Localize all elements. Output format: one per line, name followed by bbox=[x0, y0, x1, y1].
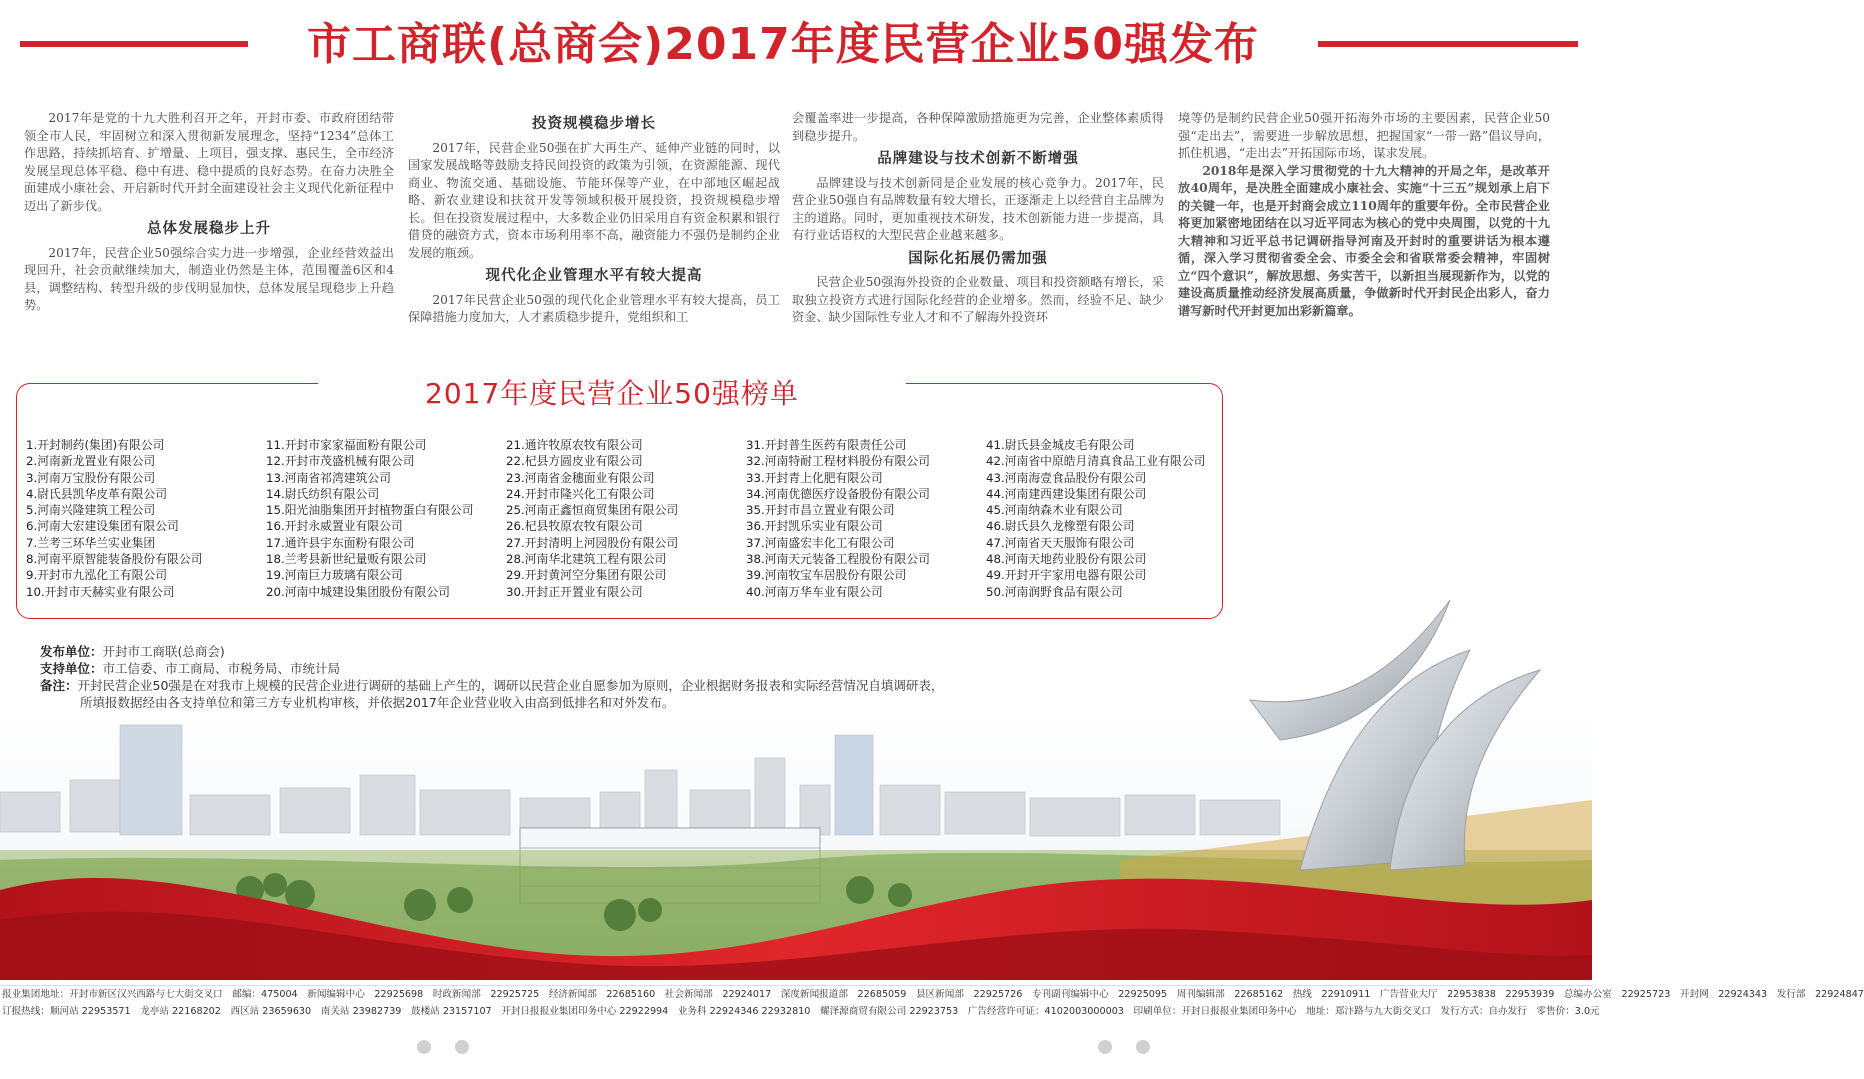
ranking-item: 10.开封市天赫实业有限公司 bbox=[26, 584, 175, 599]
ranking-item: 8.河南平原智能装备股份有限公司 bbox=[26, 552, 203, 567]
header-rule-right bbox=[1318, 41, 1578, 47]
publisher-label: 发布单位： bbox=[40, 644, 103, 659]
ranking-item: 47.河南省天天服饰有限公司 bbox=[986, 535, 1135, 550]
ranking-item: 28.河南华北建筑工程有限公司 bbox=[506, 552, 667, 567]
section-heading-investment: 投资规模稳步增长 bbox=[532, 116, 656, 132]
management-continued: 会覆盖率进一步提高，各种保障激励措施更为完善，企业整体素质得到稳步提升。 bbox=[792, 111, 1164, 143]
article-column-3 bbox=[792, 110, 1164, 327]
ranking-item: 27.开封清明上河园股份有限公司 bbox=[506, 535, 679, 550]
header-rule-left bbox=[20, 41, 248, 47]
management-paragraph: 2017年民营企业50强的现代化企业管理水平有较大提高，员工保障措施力度加大，人才素质稳步提升，党组织和工 bbox=[408, 292, 780, 324]
pager-dot bbox=[455, 1040, 469, 1054]
development-paragraph: 2017年，民营企业50强综合实力进一步增强，企业经营效益出现回升，社会贡献继续加大，制造业仍然是主体，范围覆盖6区和4县，调整结构、转型升级的步伐明显加快，总体发展呈现稳步上升趋势。 bbox=[24, 245, 394, 312]
footer-address-line: 报业集团地址：开封市新区汉兴西路与七大街交叉口 邮编：475004 新闻编辑中心 22925698 时政新闻部 22925725 经济新闻部 22685160 社会新闻部 22924017 深度新闻报道部 22685059 县区新闻部 22925726 专刊副刊编辑中心 22925095 周刊编辑部 22685162 热线 22910911 广告营业大厅 22953838 22953939 总编办公室 22925723 开封网 22924343 发行部 22924847 bbox=[2, 989, 1864, 1000]
ranking-item: 49.开封开宇家用电器有限公司 bbox=[986, 568, 1147, 583]
ranking-item: 32.河南特耐工程材料股份有限公司 bbox=[746, 454, 930, 469]
remark-line-2: 所填报数据经由各支持单位和第三方专业机构审核，并依据2017年企业营业收入由高到低排名和对外发布。 bbox=[80, 695, 675, 710]
ranking-item: 6.河南大宏建设集团有限公司 bbox=[26, 519, 179, 534]
ranking-item: 34.河南优德医疗设备股份有限公司 bbox=[746, 486, 930, 501]
page-title: 市工商联(总商会)2017年度民营企业50强发布 bbox=[307, 19, 1259, 70]
city-skyline-illustration bbox=[0, 560, 1592, 980]
ranking-item: 20.河南中城建设集团股份有限公司 bbox=[266, 584, 450, 599]
pager-dot bbox=[1098, 1040, 1112, 1054]
ranking-item: 44.河南建西建设集团有限公司 bbox=[986, 486, 1147, 501]
ranking-item: 50.河南润野食品有限公司 bbox=[986, 584, 1123, 599]
section-heading-development: 总体发展稳步上升 bbox=[147, 221, 271, 237]
ranking-item: 14.尉氏纺织有限公司 bbox=[266, 486, 380, 501]
ranking-item: 26.杞县牧原农牧有限公司 bbox=[506, 519, 643, 534]
support-value: 市工信委、市工商局、市税务局、市统计局 bbox=[102, 661, 341, 676]
ranking-item: 31.开封普生医药有限责任公司 bbox=[746, 438, 907, 452]
remark-label: 备注： bbox=[40, 678, 78, 693]
support-label: 支持单位： bbox=[40, 661, 103, 676]
publisher-line bbox=[40, 643, 1140, 660]
ranking-item: 23.河南省金穗面业有限公司 bbox=[506, 470, 655, 485]
outlook-paragraph: 2018年是深入学习贯彻党的十九大精神的开局之年，是改革开放40周年，是决胜全面建成小康社会、实施“十三五”规划承上启下的关键一年，也是开封商会成立110周年的重要年份。全市民营企业将更加紧密地团结在以习近平同志为核心的党中央周围，以党的十九大精神和习近平总书记调研指导河南及开封时的重要讲话为根本遵循，深入学习贯彻省委全会、市委全会和省联常委会精神，牢固树立“四个意识”，解放思想、务实苦干，以新担当展现新作为，以党的建设高质量推动经济发展高质量，争做新时代开封民企出彩人，奋力谱写新时代开封更加出彩新篇章。 bbox=[1178, 163, 1550, 318]
pager-dot bbox=[417, 1040, 431, 1054]
remark-line bbox=[40, 677, 1140, 694]
ranking-item: 21.通许牧原农牧有限公司 bbox=[506, 438, 643, 452]
ranking-item: 15.阳光油脂集团开封植物蛋白有限公司 bbox=[266, 503, 474, 518]
newspaper-footer bbox=[0, 985, 1864, 1030]
ranking-item: 45.河南纳森木业有限公司 bbox=[986, 503, 1123, 518]
international-continued: 境等仍是制约民营企业50强开拓海外市场的主要因素，民营企业50强“走出去”，需要进一步解放思想，把握国家“一带一路”倡议导向，抓住机遇，“走出去”开拓国际市场，谋求发展。 bbox=[1178, 111, 1550, 160]
support-line bbox=[40, 660, 1140, 677]
ranking-item: 12.开封市茂盛机械有限公司 bbox=[266, 454, 415, 469]
ranking-item: 7.兰考三环华兰实业集团 bbox=[26, 535, 156, 550]
ranking-item: 3.河南万宝股份有限公司 bbox=[26, 470, 156, 485]
ranking-item: 36.开封凯乐实业有限公司 bbox=[746, 519, 883, 534]
ranking-item: 33.开封青上化肥有限公司 bbox=[746, 470, 883, 485]
ranking-item: 30.开封正开置业有限公司 bbox=[506, 584, 643, 599]
article-column-4 bbox=[1178, 110, 1550, 320]
remark-value: 开封民营企业50强是在对我市上规模的民营企业进行调研的基础上产生的，调研以民营企业自愿参加为原则，企业根据财务报表和实际经营情况自填调研表， bbox=[77, 678, 944, 693]
ranking-item: 48.河南天地药业股份有限公司 bbox=[986, 552, 1147, 567]
section-heading-management: 现代化企业管理水平有较大提高 bbox=[485, 268, 703, 284]
section-heading-international: 国际化拓展仍需加强 bbox=[908, 250, 1048, 267]
ranking-item: 37.河南盛宏丰化工有限公司 bbox=[746, 535, 895, 550]
intro-paragraph: 2017年是党的十九大胜利召开之年，开封市委、市政府团结带领全市人民，牢固树立和深入贯彻新发展理念，坚持“1234”总体工作思路，持续抓培育、扩增量、上项目，强支撑、惠民生，全市经济发展呈现总体平稳、稳中有进、稳中提质的良好态势。在奋力决胜全面建成小康社会、开启新时代开封全面建设社会主义现代化新征程中迈出了新步伐。 bbox=[24, 111, 394, 213]
ranking-column-5 bbox=[986, 437, 1226, 600]
ranking-item: 25.河南正鑫恒商贸集团有限公司 bbox=[506, 503, 679, 518]
ranking-item: 18.兰考县新世纪量贩有限公司 bbox=[266, 552, 427, 567]
ranking-item: 35.开封市昌立置业有限公司 bbox=[746, 503, 895, 518]
ranking-item: 1.开封制药(集团)有限公司 bbox=[26, 438, 165, 452]
ranking-title: 2017年度民营企业50强榜单 bbox=[425, 377, 799, 410]
ranking-item: 42.河南省中原皓月清真食品工业有限公司 bbox=[986, 454, 1206, 469]
ranking-item: 13.河南省祁湾建筑公司 bbox=[266, 470, 391, 485]
article-column-1 bbox=[24, 110, 394, 315]
ranking-item: 17.通许县宇东面粉有限公司 bbox=[266, 535, 415, 550]
ranking-item: 16.开封永威置业有限公司 bbox=[266, 519, 403, 534]
ranking-item: 41.尉氏县金城皮毛有限公司 bbox=[986, 438, 1135, 452]
ranking-item: 11.开封市家家福面粉有限公司 bbox=[266, 438, 427, 452]
investment-paragraph: 2017年，民营企业50强在扩大再生产、延伸产业链的同时，以国家发展战略等鼓励支持民间投资的政策为引领，在资源能源、现代商业、物流交通、基础设施、节能环保等产业，在中部地区崛起战略、新农业建设和扶贫开发等领域积极开展投资，投资规模稳步增长。但在投资发展过程中，大多数企业仍旧采用自有资金积累和银行借贷的融资方式，资本市场利用率不高，融资能力不强仍是制约企业发展的瓶颈。 bbox=[408, 140, 780, 260]
section-heading-brand: 品牌建设与技术创新不断增强 bbox=[877, 151, 1079, 167]
footer-hotline-line: 订报热线：顺河站 22953571 龙亭站 22168202 西区站 23659630 南关站 23982739 鼓楼站 23157107 开封日报报业集团印务中心 22922994 业务科 22924346 22932810 耀泽源商贸有限公司 22923753 广告经营许可证：4102003000003 印刷单位：开封日报报业集团印务中心 地址：郑汴路与九大街交叉口 发行方式：自办发行 零售价：3.0元 bbox=[2, 1006, 1600, 1017]
ranking-grid bbox=[26, 437, 1226, 600]
ranking-item: 29.开封黄河空分集团有限公司 bbox=[506, 568, 667, 583]
ranking-item: 24.开封市隆兴化工有限公司 bbox=[506, 486, 655, 501]
ranking-item: 40.河南万华车业有限公司 bbox=[746, 584, 883, 599]
pager-dot bbox=[1136, 1040, 1150, 1054]
ranking-item: 43.河南海壹食品股份有限公司 bbox=[986, 470, 1147, 485]
ranking-item: 2.河南新龙置业有限公司 bbox=[26, 454, 156, 469]
article-column-2 bbox=[408, 110, 780, 327]
ranking-column-1 bbox=[26, 437, 266, 600]
ranking-item: 5.河南兴隆建筑工程公司 bbox=[26, 503, 156, 518]
publisher-value: 开封市工商联(总商会) bbox=[102, 644, 225, 659]
brand-paragraph: 品牌建设与技术创新同是企业发展的核心竞争力。2017年，民营企业50强自有品牌数量有较大增长，正逐渐走上以经营自主品牌为主的道路。同时，更加重视技术研发，技术创新能力进一步提高，具有行业话语权的大型民营企业越来越多。 bbox=[792, 175, 1164, 242]
ranking-item: 39.河南牧宝车居股份有限公司 bbox=[746, 568, 907, 583]
ranking-column-3 bbox=[506, 437, 746, 600]
ranking-item: 4.尉氏县凯华皮革有限公司 bbox=[26, 486, 168, 501]
publication-notes bbox=[40, 643, 1140, 711]
ranking-column-2 bbox=[266, 437, 506, 600]
ranking-item: 38.河南天元装备工程股份有限公司 bbox=[746, 552, 930, 567]
ranking-item: 46.尉氏县久龙橡塑有限公司 bbox=[986, 519, 1135, 534]
ranking-item: 19.河南巨力玻璃有限公司 bbox=[266, 568, 403, 583]
ranking-column-4 bbox=[746, 437, 986, 600]
international-paragraph: 民营企业50强海外投资的企业数量、项目和投资额略有增长，采取独立投资方式进行国际化经营的企业增多。然而，经验不足、缺少资金、缺少国际性专业人才和不了解海外投资环 bbox=[792, 275, 1164, 324]
ranking-item: 22.杞县方圆皮业有限公司 bbox=[506, 454, 643, 469]
ranking-item: 9.开封市九泓化工有限公司 bbox=[26, 568, 168, 583]
